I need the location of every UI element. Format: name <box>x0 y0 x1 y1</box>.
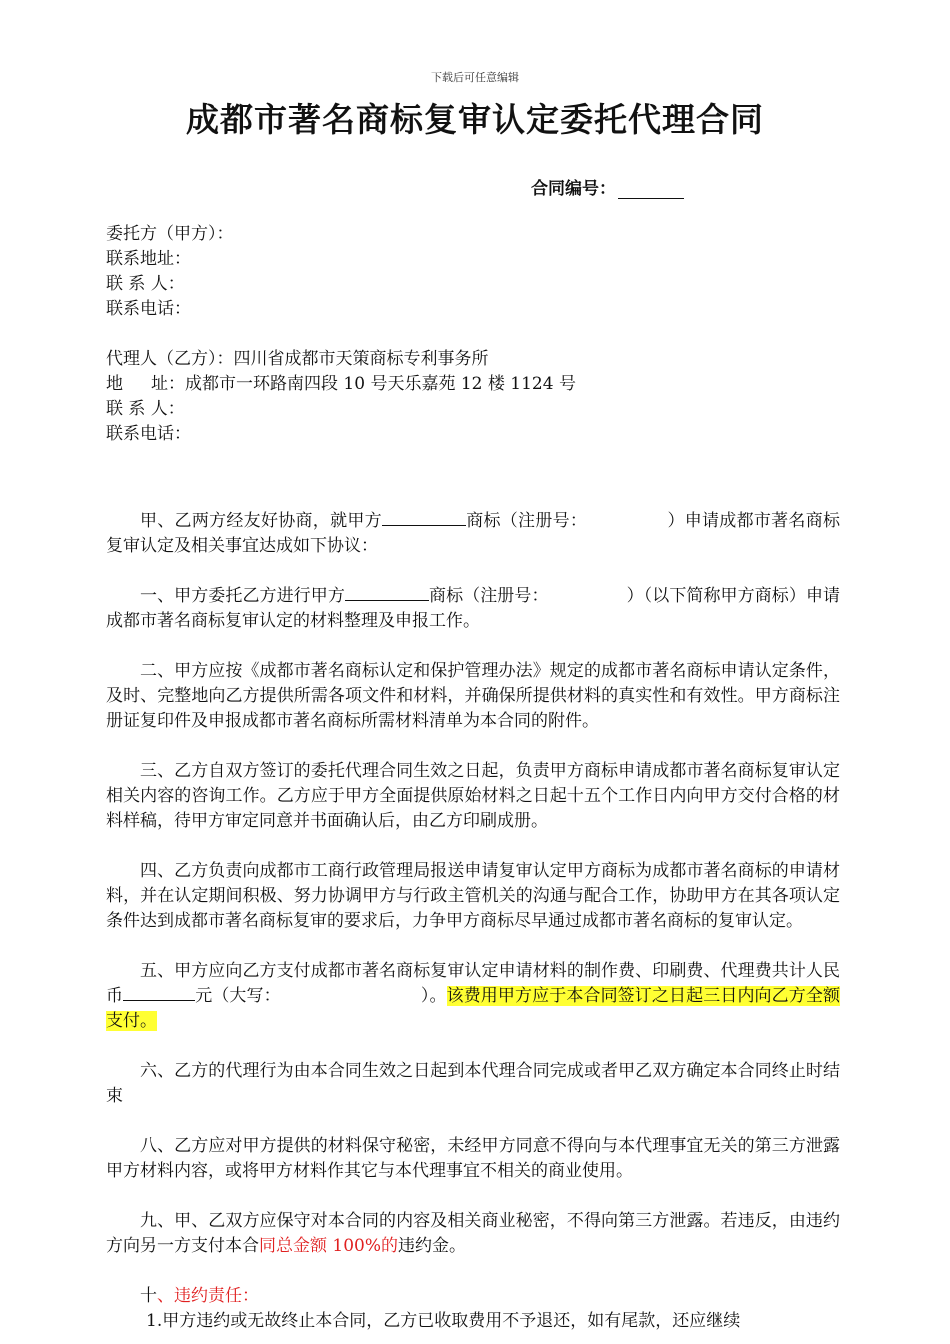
party-b-label: 代理人（乙方）： <box>106 349 234 369</box>
party-a-label: 委托方（甲方）： <box>106 224 234 244</box>
party-a-contact-label: 联 系 人： <box>106 274 185 294</box>
party-b-line <box>106 347 840 372</box>
clause-8: 八、乙方应对甲方提供的材料保守秘密，未经甲方同意不得向与本代理事宜无关的第三方泄露甲方材料内容，或将甲方材料作其它与本代理事宜不相关的商业使用。 <box>106 1136 840 1181</box>
clause-4: 四、乙方负责向成都市工商行政管理局报送申请复审认定甲方商标为成都市著名商标的申请材料，并在认定期间积极、努力协调甲方与行政主管机关的沟通与配合工作，协助甲方在其各项认定条件达到成都市著名商标复审的要求后，力争甲方商标尽早通过成都市著名商标的复审认定。 <box>106 861 840 931</box>
document-title: 成都市著名商标复审认定委托代理合同 <box>186 100 764 139</box>
contract-body <box>106 222 840 1334</box>
clause-1: 一、甲方委托乙方进行甲方 商标（注册号： ）（以下简称甲方商标）申请成都市著名商标复审认定的材料整理及申报工作。 <box>106 586 841 631</box>
amount-blank <box>123 984 195 1001</box>
party-b-address-label-2: 址： <box>151 374 185 394</box>
trademark-blank <box>345 584 429 601</box>
party-b-block <box>106 347 840 447</box>
party-b-contact-label: 联 系 人： <box>106 399 185 419</box>
clause-9: 九、甲、乙双方应保守对本合同的内容及相关商业秘密，不得向第三方泄露。若违反，由违约方向另一方支付本合同总金额 100%的违约金。 <box>106 1211 840 1256</box>
clause-10-heading: 十、违约责任： <box>140 1286 259 1306</box>
party-b-address: 成都市一环路南四段 10 号天乐嘉苑 12 楼 1124 号 <box>185 374 576 394</box>
clause-10-item-1: 1.甲方违约或无故终止本合同，乙方已收取费用不予退还，如有尾款，还应继续 <box>146 1311 741 1331</box>
intro-paragraph: 甲、乙两方经友好协商，就甲方 商标（注册号： ）申请成都市著名商标复审认定及相关事宜达成如下协议： <box>106 511 840 556</box>
party-b-phone-label: 联系电话： <box>106 424 191 444</box>
clause-5: 五、甲方应向乙方支付成都市著名商标复审认定申请材料的制作费、印刷费、代理费共计人民币 元（大写： ）。该费用甲方应于本合同签订之日起三日内向乙方全额支付。 <box>106 961 840 1031</box>
party-a-address-label: 联系地址： <box>106 249 191 269</box>
contract-number <box>531 174 684 199</box>
party-a-block <box>106 222 840 322</box>
party-b-name: 四川省成都市天策商标专利事务所 <box>233 349 489 369</box>
party-b-address-label-1: 地 <box>106 374 123 394</box>
party-b-address-line <box>106 372 840 397</box>
clause-3: 三、乙方自双方签订的委托代理合同生效之日起，负责甲方商标申请成都市著名商标复审认定相关内容的咨询工作。乙方应于甲方全面提供原始材料之日起十五个工作日内向甲方交付合格的材料样稿，待甲方审定同意并书面确认后，由乙方印刷成册。 <box>106 761 840 831</box>
clause-2: 二、甲方应按《成都市著名商标认定和保护管理办法》规定的成都市著名商标申请认定条件，及时、完整地向乙方提供所需各项文件和材料，并确保所提供材料的真实性和有效性。甲方商标注册证复印件及申报成都市著名商标所需材料清单为本合同的附件。 <box>106 661 840 731</box>
contract-number-label: 合同编号： <box>531 179 616 199</box>
payment-highlight: 该费用甲方应于本合同签订之日起三日内向乙方全额支付。 <box>106 986 840 1031</box>
contract-number-blank <box>618 182 684 199</box>
trademark-blank <box>382 509 466 526</box>
header-note: 下载后可任意编辑 <box>431 71 519 84</box>
party-a-phone-label: 联系电话： <box>106 299 191 319</box>
clause-6: 六、乙方的代理行为由本合同生效之日起到本代理合同完成或者甲乙双方确定本合同终止时结束 <box>106 1061 840 1106</box>
penalty-amount: 同总金额 100%的 <box>259 1236 399 1256</box>
